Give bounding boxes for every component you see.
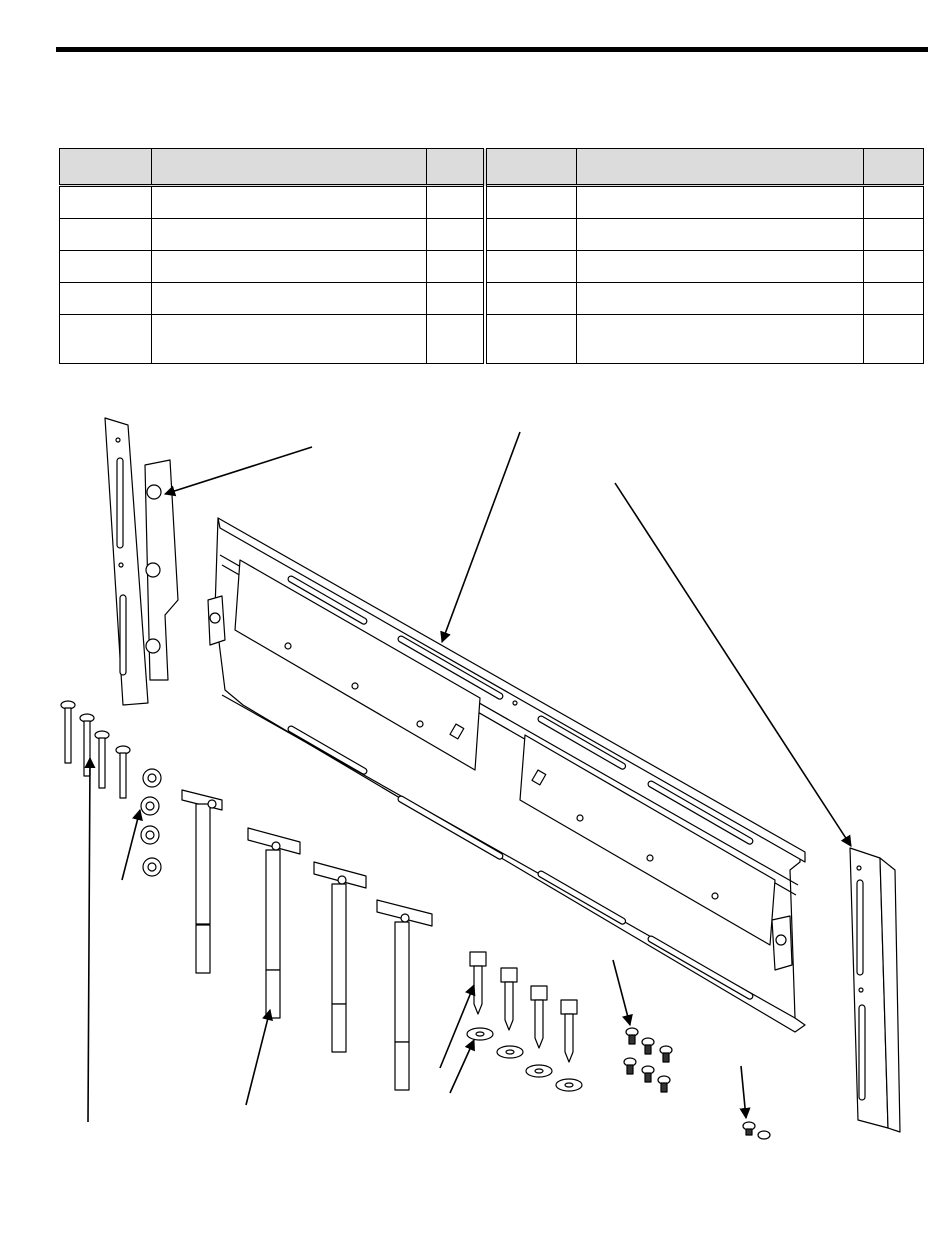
parts-table-header <box>60 149 924 186</box>
table-row <box>60 315 924 364</box>
table-row <box>60 283 924 315</box>
left-adapter-bracket <box>105 418 178 705</box>
header-cell <box>427 149 485 186</box>
parts-table <box>59 148 924 364</box>
header-cell <box>485 149 577 186</box>
header-rule <box>56 47 928 52</box>
long-screws <box>61 701 130 798</box>
table-row <box>60 186 924 219</box>
header-cell <box>864 149 924 186</box>
header-cell <box>577 149 864 186</box>
header-cell <box>60 149 152 186</box>
header-cell <box>152 149 427 186</box>
washers <box>141 769 161 876</box>
table-row <box>60 251 924 283</box>
exploded-parts-diagram <box>0 380 950 1180</box>
lag-bolts <box>467 952 582 1091</box>
mounting-arms <box>182 790 432 1090</box>
right-adapter-bracket <box>850 848 900 1132</box>
small-screws <box>624 1028 770 1139</box>
wall-plate <box>208 518 805 1032</box>
table-row <box>60 219 924 251</box>
